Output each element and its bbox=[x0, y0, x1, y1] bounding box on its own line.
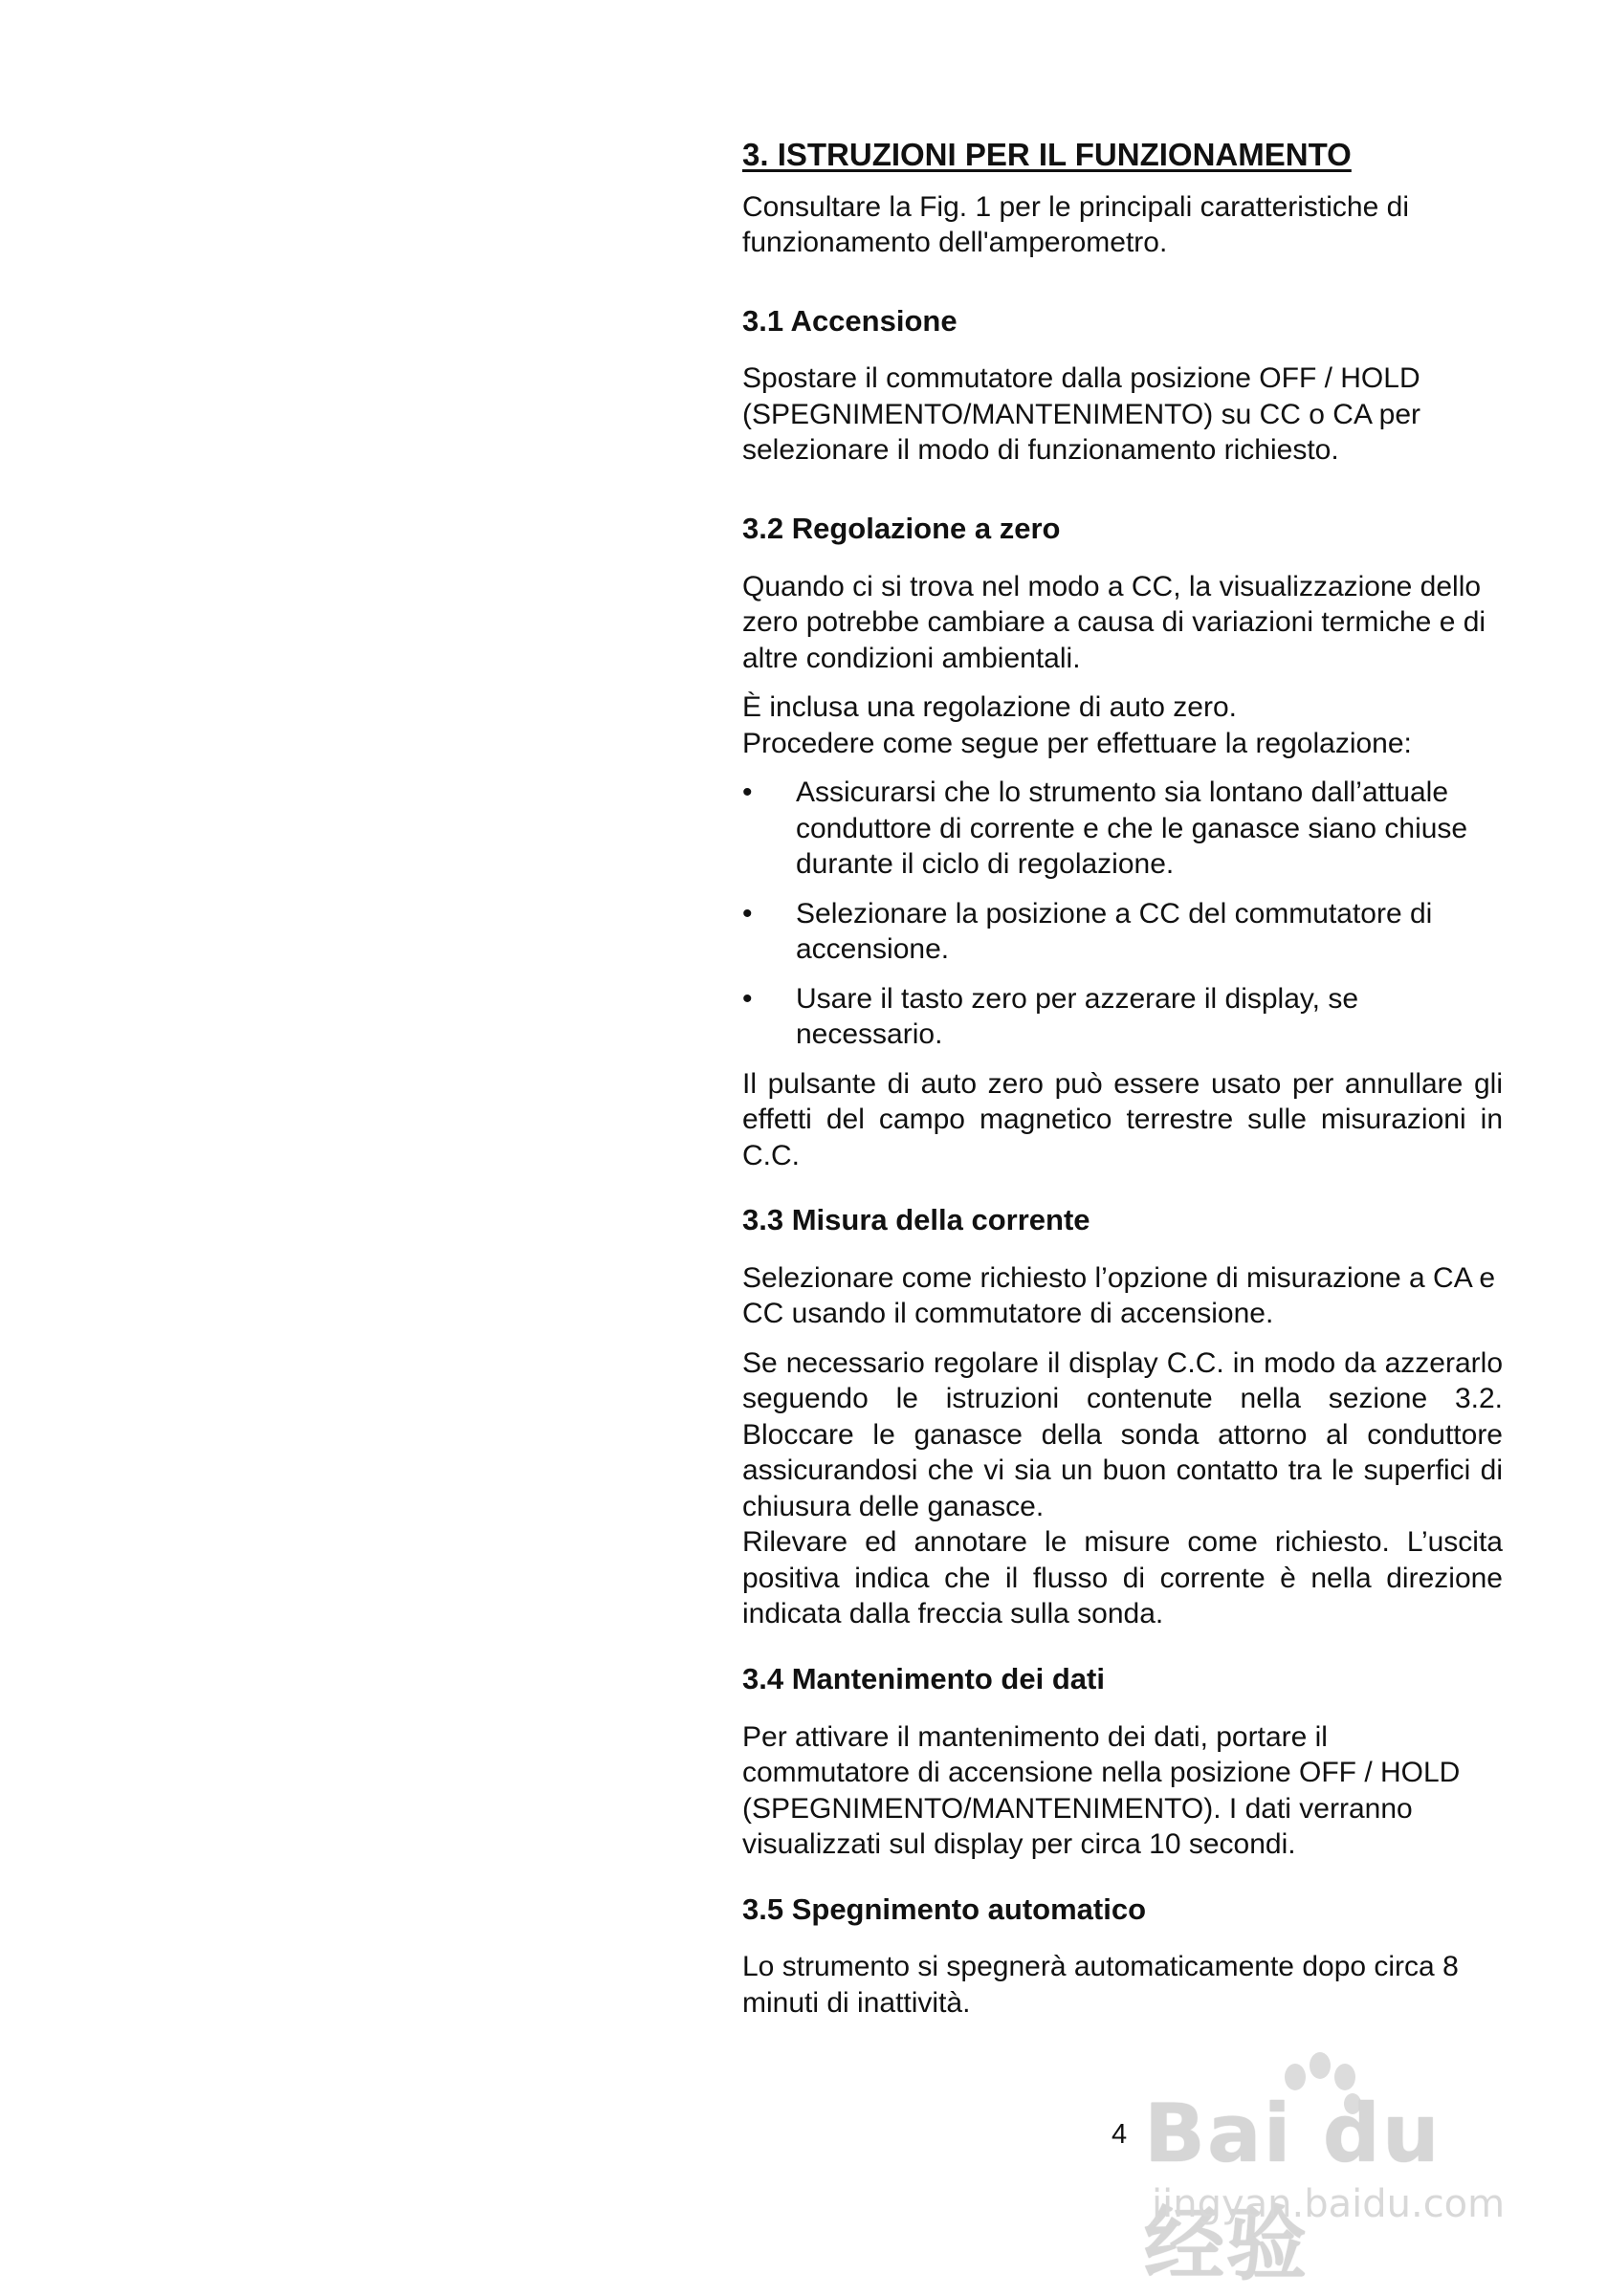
bullet-icon: • bbox=[742, 776, 753, 809]
paragraph-3-3-c: Rilevare ed annotare le misure come richiesto. L’uscita positiva indica che il flusso di corrente è nella direzione indicata dalla freccia sulla sonda. bbox=[742, 1526, 1503, 1630]
page-number: 4 bbox=[1112, 2119, 1128, 2150]
paragraph-3-1: Spostare il commutatore dalla posizione OFF / HOLD (SPEGNIMENTO/MANTENIMENTO) su CC o CA per selezionare il modo di funzionamento richiesto. bbox=[742, 362, 1420, 467]
paragraph-3-2-a: Quando ci si trova nel modo a CC, la visualizzazione dello zero potrebbe cambiare a causa di variazioni termiche e di altre condizioni ambientali. bbox=[742, 570, 1486, 674]
paragraph-3-2-b: È inclusa una regolazione di auto zero. bbox=[742, 691, 1238, 724]
watermark-url: jingyan.baidu.com bbox=[1152, 2182, 1506, 2226]
list-item bbox=[742, 775, 1503, 883]
text-column bbox=[742, 136, 1503, 2021]
section-title: 3. ISTRUZIONI PER IL FUNZIONAMENTO bbox=[742, 137, 1352, 172]
heading-3-2: 3.2 Regolazione a zero bbox=[742, 511, 1061, 545]
paragraph-3-2-d: Il pulsante di auto zero può essere usato per annullare gli effetti del campo magnetico terrestre sulle misurazioni in C.C. bbox=[742, 1067, 1503, 1171]
list-item bbox=[742, 896, 1503, 968]
section-intro: Consultare la Fig. 1 per le principali caratteristiche di funzionamento dell'amperometro. bbox=[742, 190, 1409, 259]
paragraph-3-2-c: Procedere come segue per effettuare la regolazione: bbox=[742, 727, 1412, 759]
paragraph-3-3-b: Se necessario regolare il display C.C. in modo da azzerarlo seguendo le istruzioni contenute nella sezione 3.2. Bloccare le ganasce della sonda attorno al conduttore assicurandosi che vi sia un buon contatto tra le superfici di chiusura delle ganasce. bbox=[742, 1346, 1503, 1522]
baidu-watermark bbox=[1144, 2048, 1527, 2291]
heading-3-3: 3.3 Misura della corrente bbox=[742, 1203, 1090, 1237]
heading-3-5: 3.5 Spegnimento automatico bbox=[742, 1891, 1147, 1926]
watermark-logo: Bai du 经验 bbox=[1144, 2087, 1442, 2291]
paragraph-3-4: Per attivare il mantenimento dei dati, portare il commutatore di accensione nella posizione OFF / HOLD (SPEGNIMENTO/MANTENIMENTO). I dati verranno visualizzati sul display per circa 10 secondi. bbox=[742, 1720, 1461, 1861]
list-item bbox=[742, 981, 1503, 1053]
bullet-icon: • bbox=[742, 982, 753, 1015]
paragraph-3-5: Lo strumento si spegnerà automaticamente dopo circa 8 minuti di inattività. bbox=[742, 1951, 1459, 2019]
bullet-icon: • bbox=[742, 897, 753, 929]
list-item-text: Assicurarsi che lo strumento sia lontano dall’attuale conduttore di corrente e che le ganasce siano chiuse durante il ciclo di regolazione. bbox=[796, 776, 1468, 881]
heading-3-4: 3.4 Mantenimento dei dati bbox=[742, 1661, 1105, 1695]
list-item-text: Selezionare la posizione a CC del commutatore di accensione. bbox=[796, 897, 1433, 966]
paragraph-3-3-a: Selezionare come richiesto l’opzione di misurazione a CA e CC usando il commutatore di accensione. bbox=[742, 1261, 1496, 1330]
heading-3-1: 3.1 Accensione bbox=[742, 303, 958, 338]
bullet-list bbox=[742, 775, 1503, 1053]
list-item-text: Usare il tasto zero per azzerare il display, se necessario. bbox=[796, 982, 1359, 1051]
